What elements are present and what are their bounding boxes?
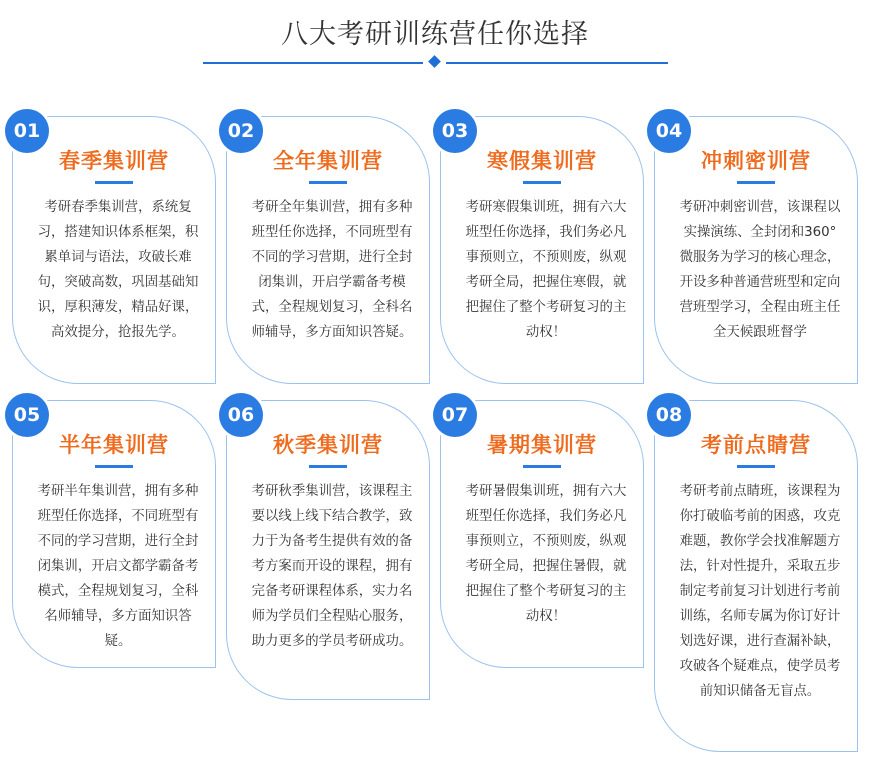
card-description: 考研秋季集训营，该课程主要以线上线下结合教学，致力于为备考生提供有效的备考方案而开设的课程，拥有完备考研课程体系，实力名师为学员们全程贴心服务，助力更多的学员考研成功。 bbox=[251, 484, 413, 649]
card-number-badge: 01 bbox=[5, 109, 49, 153]
card-divider bbox=[737, 181, 775, 184]
card-divider bbox=[309, 465, 347, 468]
card-description: 考研半年集训营，拥有多种班型任你选择，不同班型有不同的学习营期，进行全封闭集训，开启文都学霸备考模式，全程规划复习，全科名师辅导，多方面知识答疑。 bbox=[37, 484, 199, 649]
card-description: 考研春季集训营，系统复习，搭建知识体系框架，积累单词与语法，攻破长难句，突破高数，巩固基础知识，厚积薄发，精品好课，高效提分，抢报先学。 bbox=[37, 200, 199, 340]
card-description: 考研全年集训营，拥有多种班型任你选择，不同班型有不同的学习营期，进行全封闭集训，开启学霸备考模式，全程规划复习，全科名师辅导，多方面知识答疑。 bbox=[251, 200, 413, 340]
card-description: 考研寒假集训班，拥有六大班型任你选择，我们务必凡事预则立，不预则废，纵观考研全局，把握住寒假，就把握住了整个考研复习的主动权！ bbox=[465, 200, 627, 340]
camp-card-half-year[interactable] bbox=[12, 400, 216, 668]
camp-card-autumn[interactable] bbox=[226, 400, 430, 700]
card-title: 春季集训营 bbox=[59, 149, 169, 173]
card-title: 秋季集训营 bbox=[273, 433, 383, 457]
camp-card-sprint[interactable] bbox=[654, 116, 858, 384]
title-diamond-icon bbox=[428, 55, 441, 68]
card-title: 考前点睛营 bbox=[701, 433, 811, 457]
camp-card-pre-exam[interactable] bbox=[654, 400, 858, 752]
card-number-badge: 02 bbox=[219, 109, 263, 153]
card-title: 半年集训营 bbox=[59, 433, 169, 457]
card-number-badge: 05 bbox=[5, 393, 49, 437]
card-description: 考研考前点睛班，该课程为你打破临考前的困惑，攻克难题，教你学会找准解题方法，针对性提升，采取五步制定考前复习计划进行考前训练，名师专属为你订好计划选好课，进行查漏补缺，攻破各个疑难点，使学员考前知识储备无盲点。 bbox=[679, 484, 841, 699]
title-divider-right bbox=[446, 62, 668, 64]
page-title: 八大考研训练营任你选择 bbox=[281, 19, 589, 50]
card-title: 暑期集训营 bbox=[487, 433, 597, 457]
card-number-badge: 03 bbox=[433, 109, 477, 153]
card-number-badge: 07 bbox=[433, 393, 477, 437]
card-description: 考研冲刺密训营，该课程以实操演练、全封闭和360°微服务为学习的核心理念，开设多种普通营班型和定向营班型学习，全程由班主任全天候跟班督学 bbox=[679, 200, 841, 340]
title-divider-left bbox=[203, 62, 423, 64]
card-divider bbox=[737, 465, 775, 468]
camp-card-spring[interactable] bbox=[12, 116, 216, 384]
camp-card-summer[interactable] bbox=[440, 400, 644, 668]
card-divider bbox=[95, 465, 133, 468]
card-title: 冲刺密训营 bbox=[701, 149, 811, 173]
card-description: 考研暑假集训班，拥有六大班型任你选择，我们务必凡事预则立，不预则废，纵观考研全局，把握住暑假，就把握住了整个考研复习的主动权！ bbox=[465, 484, 627, 624]
camp-card-full-year[interactable] bbox=[226, 116, 430, 384]
card-title: 寒假集训营 bbox=[487, 149, 597, 173]
card-divider bbox=[309, 181, 347, 184]
card-divider bbox=[95, 181, 133, 184]
card-title: 全年集训营 bbox=[273, 149, 383, 173]
camp-card-winter[interactable] bbox=[440, 116, 644, 384]
card-number-badge: 08 bbox=[647, 393, 691, 437]
card-divider bbox=[523, 465, 561, 468]
card-number-badge: 04 bbox=[647, 109, 691, 153]
card-divider bbox=[523, 181, 561, 184]
card-number-badge: 06 bbox=[219, 393, 263, 437]
